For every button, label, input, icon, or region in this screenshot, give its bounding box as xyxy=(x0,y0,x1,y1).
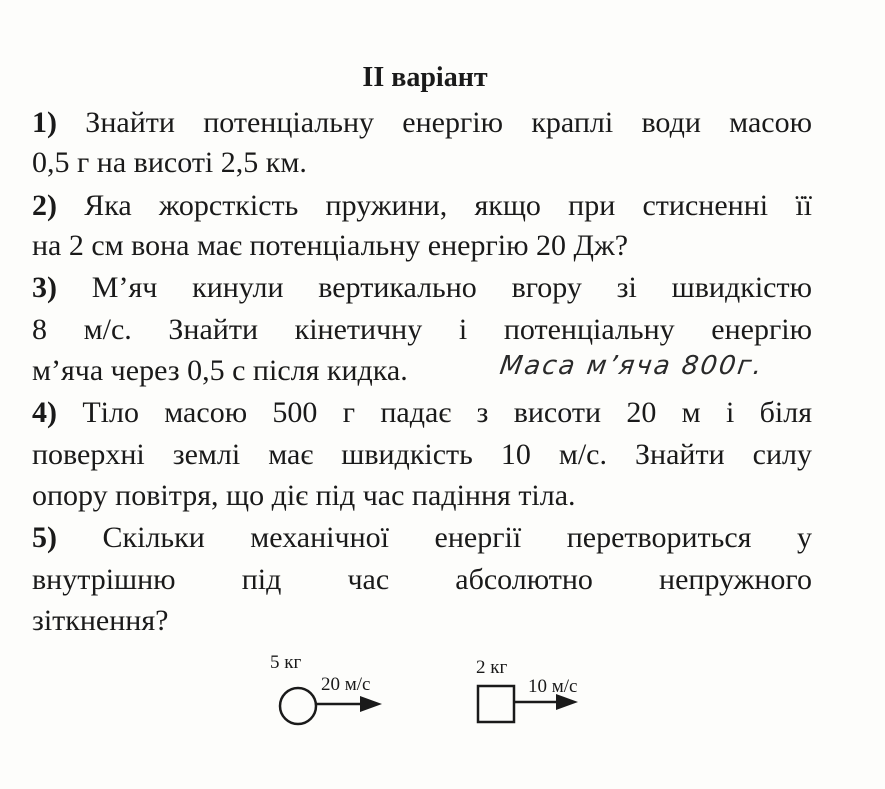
velocity-label-1: 20 м/с xyxy=(321,674,371,695)
problem-1-line-2: 0,5 г на висоті 2,5 км. xyxy=(32,146,307,179)
problem-4-line-1: 4) Тіло масою 500 г падає з висоти 20 м і біля xyxy=(32,396,812,429)
problem-4-line-2: поверхні землі має швидкість 10 м/с. Знайти силу xyxy=(32,438,812,471)
problem-2-number: 2) xyxy=(32,189,57,222)
problem-4-number: 4) xyxy=(32,396,57,429)
mass-label-2: 2 кг xyxy=(476,657,508,678)
problem-5-line-1: 5) Скільки механічної енергії перетвориться у xyxy=(32,521,812,554)
block-2kg-shape xyxy=(478,686,514,722)
problem-5-line-2: внутрішню під час абсолютно непружного xyxy=(32,563,812,596)
page-title: II варіант xyxy=(362,62,488,93)
problem-5-line-3: зіткнення? xyxy=(32,604,169,637)
problem-3-line-3: м’яча через 0,5 с після кидка. xyxy=(32,354,408,387)
velocity-arrow-1-head xyxy=(360,696,382,712)
ball-5kg-shape xyxy=(280,688,316,724)
problem-2-line-2: на 2 см вона має потенціальну енергію 20 Дж? xyxy=(32,229,629,262)
velocity-label-2: 10 м/с xyxy=(528,676,578,697)
problem-3-number: 3) xyxy=(32,271,57,304)
mass-label-1: 5 кг xyxy=(270,652,302,673)
problem-2-line-1: 2) Яка жорсткість пружини, якщо при стисненні її xyxy=(32,189,812,222)
problem-1-line-1: 1) Знайти потенціальну енергію краплі води масою xyxy=(32,106,812,139)
problem-3-line-1: 3) М’яч кинули вертикально вгору зі швидкістю xyxy=(32,271,812,304)
problem-1-number: 1) xyxy=(32,106,57,139)
problem-3-line-2: 8 м/с. Знайти кінетичну і потенціальну енергію xyxy=(32,313,812,346)
problem-4-line-3: опору повітря, що діє під час падіння тіла. xyxy=(32,479,576,512)
handwritten-note: Маса м’яча 800г. xyxy=(497,351,766,381)
problem-5-number: 5) xyxy=(32,521,57,554)
